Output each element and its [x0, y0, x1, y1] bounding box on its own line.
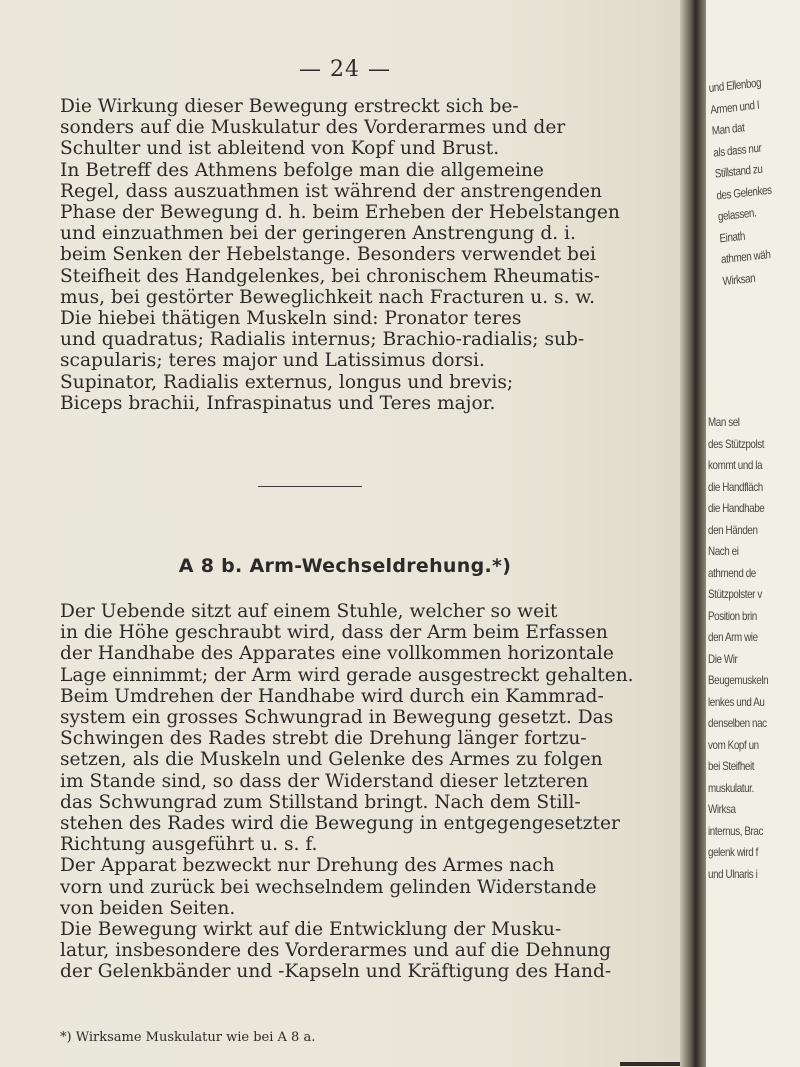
adjacent-page	[706, 0, 800, 1067]
body-text-block-1: Die Wirkung dieser Bewegung erstreckt sich be- sonders auf die Muskulatur des Vorderarmes und der Schulter und ist ableitend von Kopf und Brust. In Betreff des Athmens befolge man die allgemeine Regel, dass auszuathmen ist während der anstrengenden Phase der Bewegung d. h. beim Erheben der Hebelstangen und einzuathmen bei der geringeren Anstrengung d. i. beim Senken der Hebelstange. Besonders verwendet bei Steifheit des Handgelenkes, bei chronischem Rheumatis- mus, bei gestörter Beweglichkeit nach Fracturen u. s. w. Die hiebei thätigen Muskeln sind: Pronator teres und quadratus; Radialis internus; Brachio-radialis; sub- scapularis; teres major und Latissimus dorsi. Supinator, Radialis externus, longus und brevis; Biceps brachii, Infraspinatus und Teres major.	[60, 96, 620, 414]
body-text-block-2: Der Uebende sitzt auf einem Stuhle, welcher so weit in die Höhe geschraubt wird, dass der Arm beim Erfassen der Handhabe des Apparates eine vollkommen horizontale Lage einnimmt; der Arm wird gerade ausgestreckt gehalten. Beim Umdrehen der Handhabe wird durch ein Kammrad- system ein grosses Schwungrad in Bewegung gesetzt. Das Schwingen des Rades strebt die Drehung länger fortzu- setzen, als die Muskeln und Gelenke des Armes zu folgen im Stande sind, so dass der Widerstand dieser letzteren das Schwungrad zum Stillstand bringt. Nach dem Still- stehen des Rades wird die Bewegung in entgegengesetzter Richtung ausgeführt u. s. f. Der Apparat bezweckt nur Drehung des Armes nach vorn und zurück bei wechselndem gelinden Widerstande von beiden Seiten. Die Bewegung wirkt auf die Entwicklung der Musku- latur, insbesondere des Vorderarmes und auf die Dehnung der Gelenkbänder und -Kapseln und Kräftigung des Hand-	[60, 601, 634, 983]
adjacent-page-text-middle: Man sel des Stützpolst kommt und la die Handfläch die Handhabe den Händen Nach ei athmend de Stützpolster v Position brin den Arm wie Die Wir Beugemuskeln lenkes und Au denselben nac vom Kopf un bei Steifheit muskulatur. Wirksa internus, Brac gelenk wird f und Ulnaris i	[708, 415, 769, 881]
section-heading: A 8 b. Arm-Wechseldrehung.*)	[178, 555, 512, 577]
adjacent-page-text-top: und Ellenbog Armen und I Man dat als dass nur Stillstand zu des Gelenkes gelassen. Einath athmen wäh Wirksan	[708, 75, 772, 288]
footnote: *) Wirksame Muskulatur wie bei A 8 a.	[60, 1030, 316, 1045]
section-divider	[258, 486, 362, 487]
book-binding	[680, 0, 706, 1067]
page-number: — 24 —	[299, 57, 391, 82]
